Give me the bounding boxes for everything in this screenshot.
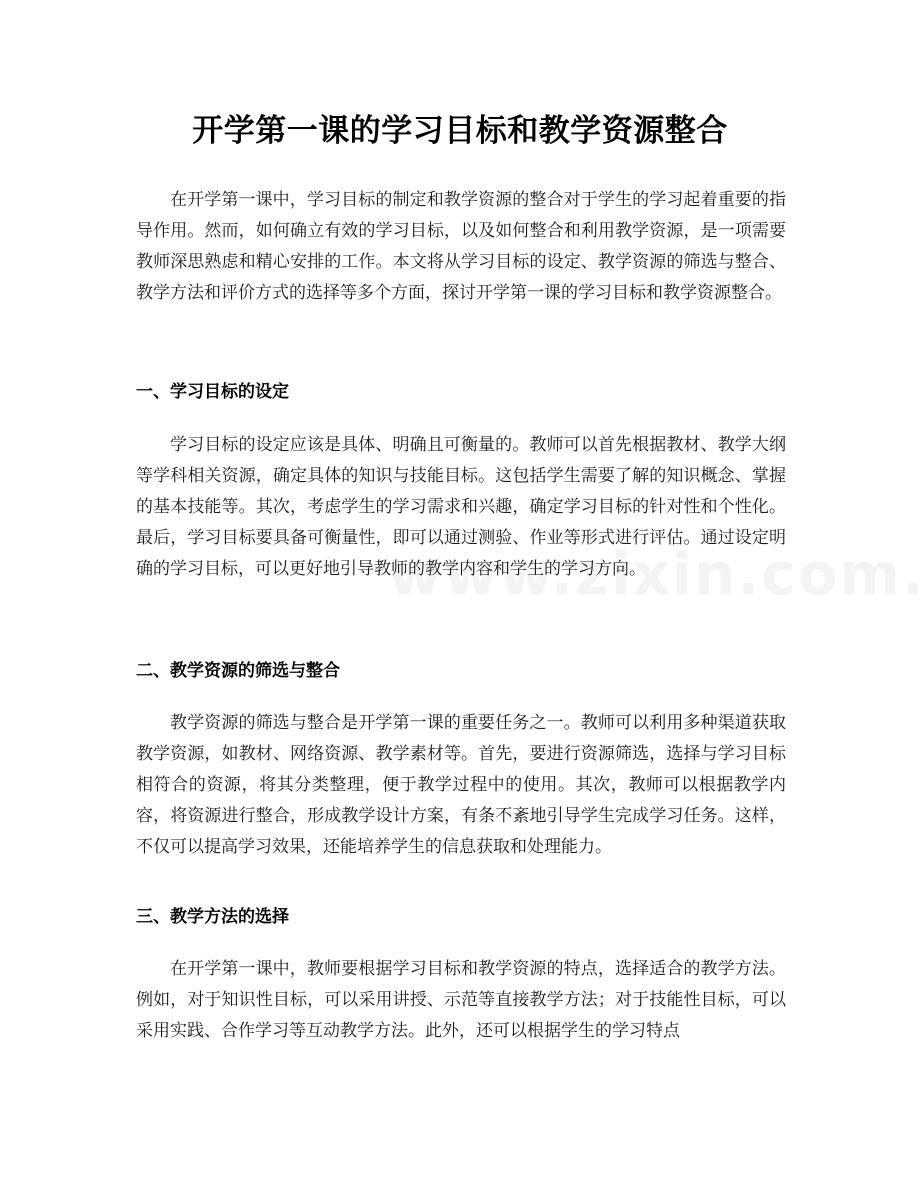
section-heading-3: 三、教学方法的选择 [136, 907, 289, 927]
section-body-1: 学习目标的设定应该是具体、明确且可衡量的。教师可以首先根据教材、教学大纲等学科相关资源，确定具体的知识与技能目标。这包括学生需要了解的知识概念、掌握的基本技能等。其次，考虑学生的学习需求和兴趣，确定学习目标的针对性和个性化。最后，学习目标要具备可衡量性，即可以通过测验、作业等形式进行评估。通过设定明确的学习目标，可以更好地引导教师的教学内容和学生的学习方向。 [136, 435, 786, 579]
section-heading-2: 二、教学资源的筛选与整合 [136, 661, 340, 681]
document-title: 开学第一课的学习目标和教学资源整合 [192, 113, 728, 149]
intro-paragraph: 在开学第一课中，学习目标的制定和教学资源的整合对于学生的学习起着重要的指导作用。然而，如何确立有效的学习目标，以及如何整合和利用教学资源，是一项需要教师深思熟虑和精心安排的工作。本文将从学习目标的设定、教学资源的筛选与整合、教学方法和评价方式的选择等多个方面，探讨开学第一课的学习目标和教学资源整合。 [136, 190, 786, 303]
section-body-2: 教学资源的筛选与整合是开学第一课的重要任务之一。教师可以利用多种渠道获取教学资源，如教材、网络资源、教学素材等。首先，要进行资源筛选，选择与学习目标相符合的资源，将其分类整理，便于教学过程中的使用。其次，教师可以根据教学内容，将资源进行整合，形成教学设计方案，有条不紊地引导学生完成学习任务。这样，不仅可以提高学习效果，还能培养学生的信息获取和处理能力。 [136, 713, 786, 857]
section-body-3: 在开学第一课中，教师要根据学习目标和教学资源的特点，选择适合的教学方法。例如，对于知识性目标，可以采用讲授、示范等直接教学方法；对于技能性目标，可以采用实践、合作学习等互动教学方法。此外，还可以根据学生的学习特点 [136, 959, 786, 1041]
section-heading-1: 一、学习目标的设定 [136, 382, 289, 402]
